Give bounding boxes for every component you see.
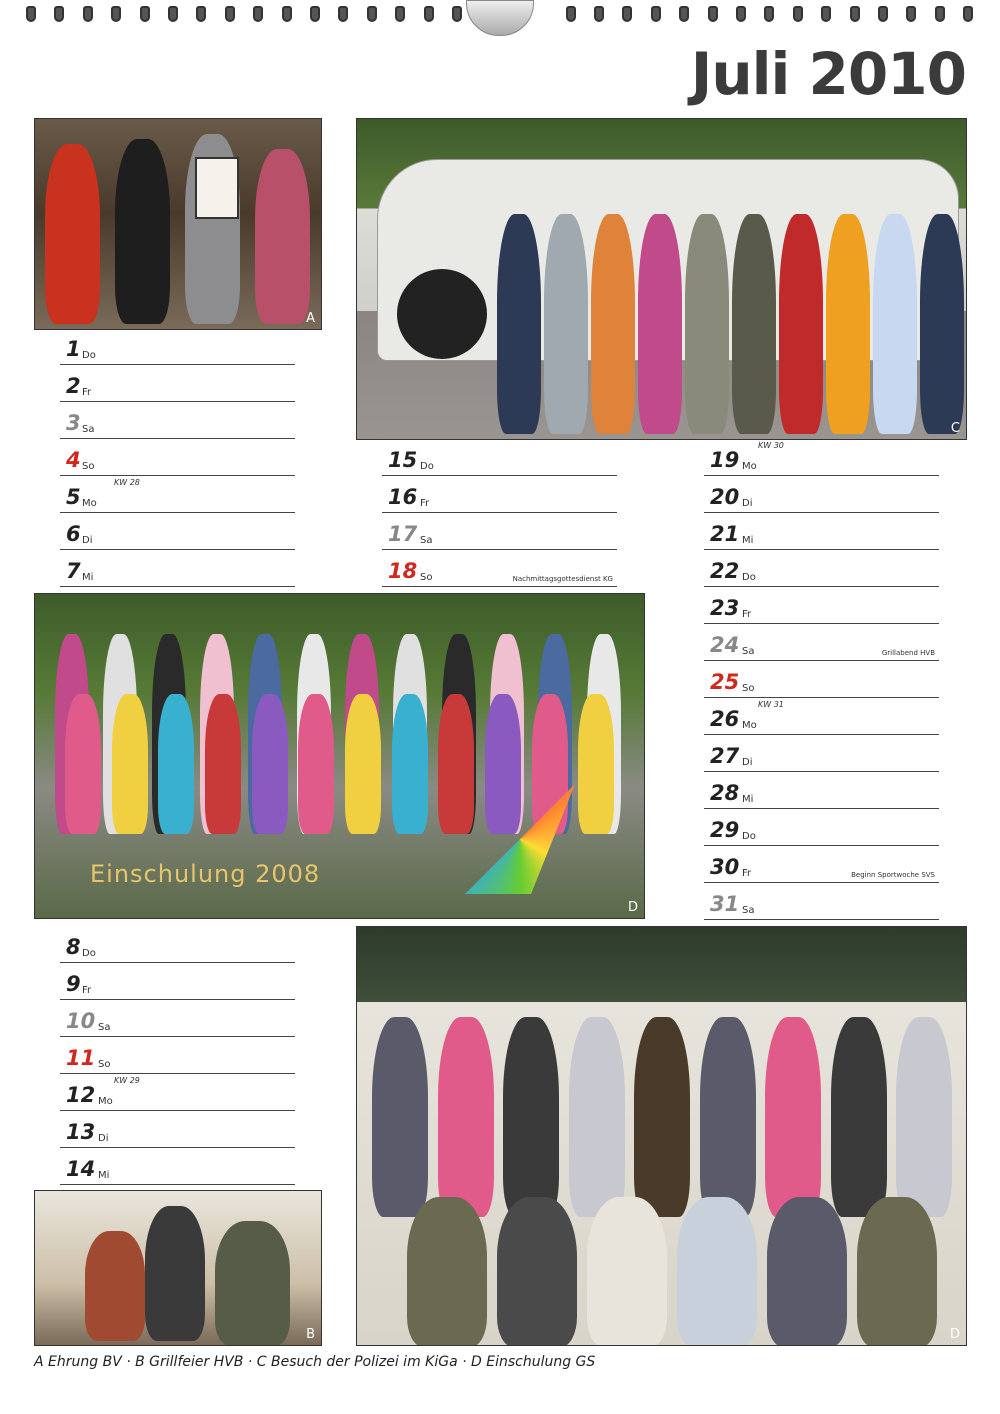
day-row	[60, 1152, 295, 1185]
day-number: 9	[66, 972, 81, 996]
day-number: 11	[66, 1046, 96, 1070]
day-row	[60, 930, 295, 963]
day-number: 1	[66, 337, 81, 361]
weekday-label: Di	[742, 757, 753, 768]
binding-ring	[850, 6, 860, 22]
binding-ring	[622, 6, 632, 22]
weekday-label: Di	[82, 535, 93, 546]
weekday-label: So	[742, 683, 755, 694]
binding-ring	[196, 6, 206, 22]
person-figure	[831, 1017, 887, 1217]
binding-ring	[906, 6, 916, 22]
day-row	[704, 554, 939, 587]
day-number: 19	[710, 448, 740, 472]
person-figure	[485, 694, 521, 834]
page-title: Juli 2010	[690, 40, 966, 108]
photo-d-einschulung	[34, 593, 645, 919]
binding-ring	[225, 6, 235, 22]
person-figure	[873, 214, 917, 434]
weekday-label: Do	[742, 572, 756, 583]
person-figure	[497, 214, 541, 434]
binding-ring	[963, 6, 973, 22]
weekday-label: Di	[742, 498, 753, 509]
day-row	[60, 1041, 295, 1074]
day-number: 15	[388, 448, 418, 472]
binding-ring	[424, 6, 434, 22]
person-figure	[65, 694, 101, 834]
person-figure	[392, 694, 428, 834]
person-figure	[578, 694, 614, 834]
weekday-label: So	[98, 1059, 111, 1070]
photo-caption: Einschulung 2008	[90, 860, 321, 888]
binding-ring	[452, 6, 462, 22]
event-note: Grillabend HVB	[881, 649, 935, 657]
day-number: 3	[66, 411, 81, 435]
binding-ring	[310, 6, 320, 22]
photo-letter: C	[950, 421, 960, 436]
weekday-label: Mi	[742, 535, 754, 546]
day-row	[382, 517, 617, 550]
person-figure	[767, 1197, 847, 1346]
photo-c	[356, 118, 967, 440]
day-number: 6	[66, 522, 81, 546]
weekday-label: So	[420, 572, 433, 583]
day-row	[704, 665, 939, 698]
binding-ring	[764, 6, 774, 22]
day-number: 2	[66, 374, 81, 398]
day-number: 24	[710, 633, 740, 657]
weekday-label: Mo	[742, 461, 757, 472]
person-figure	[732, 214, 776, 434]
weekday-label: Sa	[742, 646, 755, 657]
person-figure	[205, 694, 241, 834]
weekday-label: Do	[82, 350, 96, 361]
person-figure	[345, 694, 381, 834]
day-row	[382, 443, 617, 476]
weekday-label: Mi	[742, 794, 754, 805]
photo-letter: D	[949, 1327, 960, 1342]
binding-ring	[736, 6, 746, 22]
day-row	[704, 591, 939, 624]
day-number: 21	[710, 522, 740, 546]
binding-ring	[253, 6, 263, 22]
day-row	[704, 850, 939, 883]
day-number: 18	[388, 559, 418, 583]
day-number: 17	[388, 522, 418, 546]
day-number: 22	[710, 559, 740, 583]
day-row	[704, 443, 939, 476]
day-number: 4	[66, 448, 81, 472]
binding-ring	[168, 6, 178, 22]
calendar-week-label: KW 29	[114, 1076, 140, 1085]
day-number: 8	[66, 935, 81, 959]
weekday-label: Fr	[420, 498, 430, 509]
weekday-label: Mo	[82, 498, 97, 509]
photo-letter: D	[627, 900, 638, 915]
day-number: 7	[66, 559, 81, 583]
photo-a	[34, 118, 322, 330]
day-number: 23	[710, 596, 740, 620]
day-number: 31	[710, 892, 740, 916]
person-figure	[497, 1197, 577, 1346]
day-row	[382, 480, 617, 513]
day-row	[704, 887, 939, 920]
day-row	[382, 554, 617, 587]
day-row	[704, 813, 939, 846]
day-row	[704, 776, 939, 809]
calendar-week-label: KW 30	[758, 441, 784, 450]
weekday-label: Do	[742, 831, 756, 842]
weekday-label: Mi	[98, 1170, 110, 1181]
weekday-label: Di	[98, 1133, 109, 1144]
person-figure	[826, 214, 870, 434]
photo-letter: B	[306, 1327, 315, 1342]
person-figure	[920, 214, 964, 434]
weekday-label: Sa	[420, 535, 433, 546]
person-figure	[765, 1017, 821, 1217]
day-number: 29	[710, 818, 740, 842]
person-figure	[634, 1017, 690, 1217]
day-number: 25	[710, 670, 740, 694]
weekday-label: Fr	[82, 985, 92, 996]
binding-ring	[83, 6, 93, 22]
binding-ring	[282, 6, 292, 22]
day-row	[704, 517, 939, 550]
binding-ring	[395, 6, 405, 22]
day-number: 14	[66, 1157, 96, 1181]
day-number: 16	[388, 485, 418, 509]
binding-ring	[111, 6, 121, 22]
weekday-label: Fr	[742, 609, 752, 620]
day-row	[60, 480, 295, 513]
binding-ring	[651, 6, 661, 22]
person-figure	[158, 694, 194, 834]
weekday-label: So	[82, 461, 95, 472]
day-row	[60, 1004, 295, 1037]
calendar-week-label: KW 28	[114, 478, 140, 487]
binding-ring	[54, 6, 64, 22]
weekday-label: Fr	[742, 868, 752, 879]
day-row	[60, 554, 295, 587]
binding-ring	[367, 6, 377, 22]
person-figure	[779, 214, 823, 434]
weekday-label: Mi	[82, 572, 94, 583]
binding-ring	[708, 6, 718, 22]
day-number: 13	[66, 1120, 96, 1144]
day-number: 20	[710, 485, 740, 509]
hanger-hook	[466, 0, 534, 36]
binding-ring	[935, 6, 945, 22]
day-number: 10	[66, 1009, 96, 1033]
day-row	[704, 480, 939, 513]
binding-ring	[878, 6, 888, 22]
photo-letter: A	[306, 311, 315, 326]
person-figure	[407, 1197, 487, 1346]
weekday-label: Sa	[98, 1022, 111, 1033]
binding-ring	[338, 6, 348, 22]
day-row	[60, 443, 295, 476]
binding-ring	[679, 6, 689, 22]
day-number: 30	[710, 855, 740, 879]
day-row	[60, 406, 295, 439]
day-row	[60, 517, 295, 550]
person-figure	[298, 694, 334, 834]
person-figure	[677, 1197, 757, 1346]
day-number: 5	[66, 485, 81, 509]
day-number: 28	[710, 781, 740, 805]
person-figure	[503, 1017, 559, 1217]
weekday-label: Mo	[98, 1096, 113, 1107]
photo-credits-caption: A Ehrung BV · B Grillfeier HVB · C Besuch der Polizei im KiGa · D Einschulung GS	[34, 1354, 596, 1370]
weekday-label: Sa	[82, 424, 95, 435]
day-row	[60, 1078, 295, 1111]
day-row	[704, 628, 939, 661]
person-figure	[857, 1197, 937, 1346]
person-figure	[591, 214, 635, 434]
binding-ring	[140, 6, 150, 22]
day-row	[704, 739, 939, 772]
weekday-label: Fr	[82, 387, 92, 398]
person-figure	[685, 214, 729, 434]
event-note: Beginn Sportwoche SVS	[851, 871, 935, 879]
day-number: 12	[66, 1083, 96, 1107]
person-figure	[638, 214, 682, 434]
person-figure	[569, 1017, 625, 1217]
person-figure	[438, 1017, 494, 1217]
calendar-week-label: KW 31	[758, 700, 784, 709]
weekday-label: Mo	[742, 720, 757, 731]
person-figure	[587, 1197, 667, 1346]
day-number: 27	[710, 744, 740, 768]
weekday-label: Do	[420, 461, 434, 472]
weekday-label: Do	[82, 948, 96, 959]
photo-b	[34, 1190, 322, 1346]
person-figure	[438, 694, 474, 834]
day-row	[60, 369, 295, 402]
binding-ring	[793, 6, 803, 22]
person-figure	[544, 214, 588, 434]
day-row	[60, 967, 295, 1000]
person-figure	[112, 694, 148, 834]
event-note: Nachmittagsgottesdienst KG	[512, 575, 613, 583]
person-figure	[700, 1017, 756, 1217]
photo-d-class	[356, 926, 967, 1346]
day-row	[60, 332, 295, 365]
day-number: 26	[710, 707, 740, 731]
person-figure	[896, 1017, 952, 1217]
person-figure	[252, 694, 288, 834]
day-row	[60, 1115, 295, 1148]
binding-ring	[26, 6, 36, 22]
person-figure	[372, 1017, 428, 1217]
day-row	[704, 702, 939, 735]
binding-ring	[566, 6, 576, 22]
binding-ring	[821, 6, 831, 22]
weekday-label: Sa	[742, 905, 755, 916]
binding-ring	[594, 6, 604, 22]
